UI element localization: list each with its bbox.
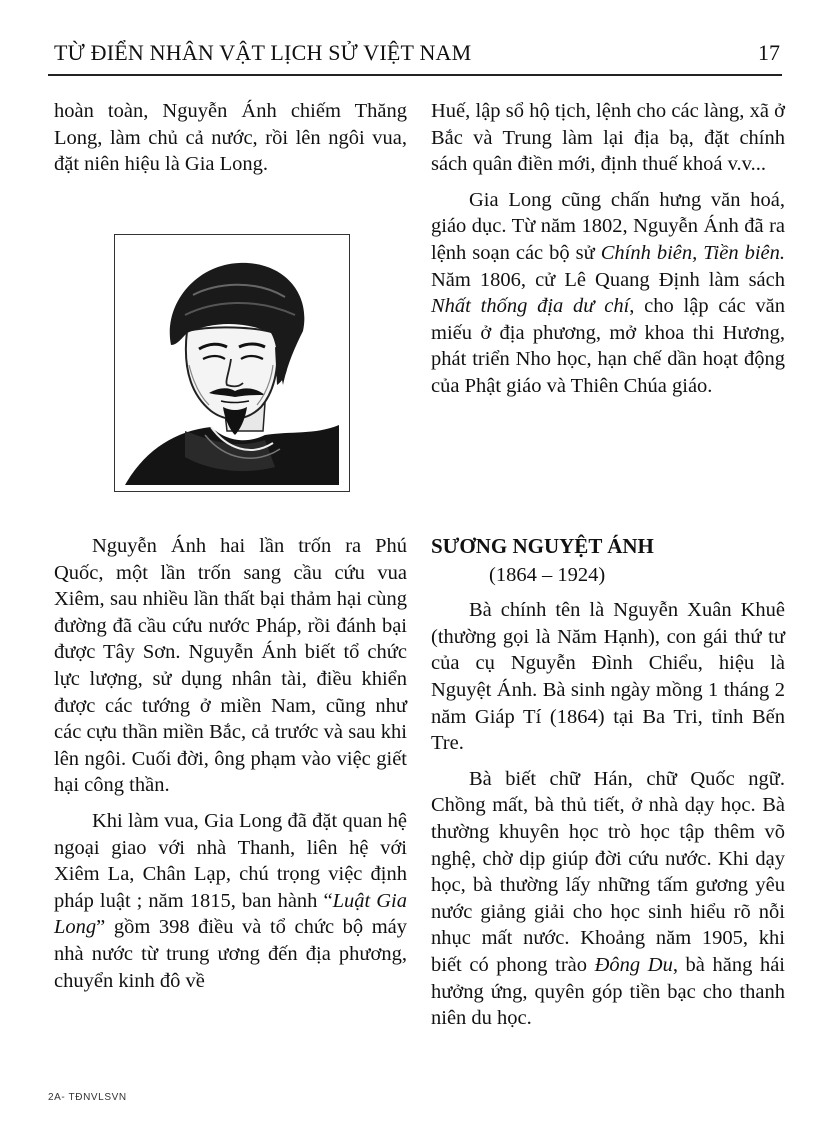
header-divider	[48, 74, 782, 76]
paragraph-continued-right: Huế, lập sổ hộ tịch, lệnh cho các làng, xã ở Bắc và Trung làm lại địa bạ, đặt chính sách quân điền mới, định thuế khoá v.v...	[431, 100, 785, 176]
paragraph-bio: Bà chính tên là Nguyễn Xuân Khuê (thường gọi là Năm Hạnh), con gái thứ tư của cụ Nguyễn Đình Chiểu, hiệu là Nguyệt Ánh. Bà sinh ngày mồng 1 tháng 2 năm Giáp Tí (1864) tại Ba Tri, tỉnh Bến Tre.	[431, 599, 785, 755]
running-header-title: TỪ ĐIỂN NHÂN VẬT LỊCH SỬ VIỆT NAM	[54, 40, 472, 65]
left-column-top	[54, 98, 407, 178]
geography-book-title: Nhất thống địa dư chí	[431, 295, 630, 318]
paragraph-culture-text-c: , cho lập các văn miếu ở địa phương, mở khoa thi Hương, phát triển Nho học, hạn chế dần hoạt động của Phật giáo và Thiên Chúa giáo.	[431, 295, 785, 397]
right-column-top	[431, 98, 785, 400]
paragraph-culture	[431, 187, 785, 400]
history-books-title: Chính biên, Tiền biên.	[600, 241, 785, 264]
footer-signature: 2A- TĐNVLSVN	[48, 1092, 127, 1103]
entry-heading: SƯƠNG NGUYỆT ÁNH	[431, 534, 654, 558]
portrait-illustration	[114, 234, 350, 492]
paragraph-teaching-text-a: Bà biết chữ Hán, chữ Quốc ngữ. Chồng mất, bà thủ tiết, ở nhà dạy học. Bà thường khuyên học trò học tập thêm võ nghệ, chờ dịp giúp đời cứu nước. Khi dạy học, bà thường lấy những tấm gương yêu nước giảng giải cho học sinh hiểu rõ nỗi nhục mất nước. Khoảng năm 1905, khi biết có phong trào	[431, 767, 785, 976]
paragraph-escape: Nguyễn Ánh hai lần trốn ra Phú Quốc, một lần trốn sang cầu cứu vua Xiêm, sau nhiều lần thất bại thảm hại cùng đường đã cầu cứu nước Pháp, rồi đánh bại được Tây Sơn. Nguyễn Ánh biết tổ chức lực lượng, sử dụng nhân tài, điều khiển được các tướng ở miền Nam, cũng như các cựu thần miền Bắc, cả trước và sau khi lên ngôi. Cuối đời, ông phạm vào việc giết hại công thần.	[54, 535, 407, 797]
paragraph-culture-text-a: Gia Long cũng chấn hưng văn hoá, giáo dục. Từ năm 1802, Nguyễn Ánh đã ra lệnh soạn các bộ sử	[431, 188, 785, 264]
paragraph-king	[54, 808, 407, 994]
paragraph-teaching-text-b: , bà hăng hái hưởng ứng, quyên góp tiền bạc cho thanh niên du học.	[431, 953, 785, 1030]
paragraph-king-text-b: ” gồm 398 điều và tổ chức bộ máy nhà nước từ trung ương đến địa phương, chuyển kinh đô về	[54, 916, 407, 992]
left-column-bottom	[54, 533, 407, 994]
paragraph-teaching	[431, 766, 785, 1032]
paragraph-continued-left: hoàn toàn, Nguyễn Ánh chiếm Thăng Long, làm chủ cả nước, rồi lên ngôi vua, đặt niên hiệu là Gia Long.	[54, 100, 407, 176]
page-number: 17	[758, 40, 780, 65]
portrait-sketch-icon	[115, 235, 349, 491]
movement-name: Đông Du	[594, 953, 673, 976]
paragraph-culture-text-b: Năm 1806, cử Lê Quang Định làm sách	[431, 268, 785, 291]
entry-dates: (1864 – 1924)	[489, 563, 606, 586]
paragraph-king-text-a: Khi làm vua, Gia Long đã đặt quan hệ ngoại giao với nhà Thanh, liên hệ với Xiêm La, Chân Lạp, chú trọng việc định pháp luật ; năm 1815, ban hành “	[54, 809, 407, 912]
right-column-bottom	[431, 533, 785, 1032]
law-title: Luật Gia Long	[54, 889, 407, 939]
